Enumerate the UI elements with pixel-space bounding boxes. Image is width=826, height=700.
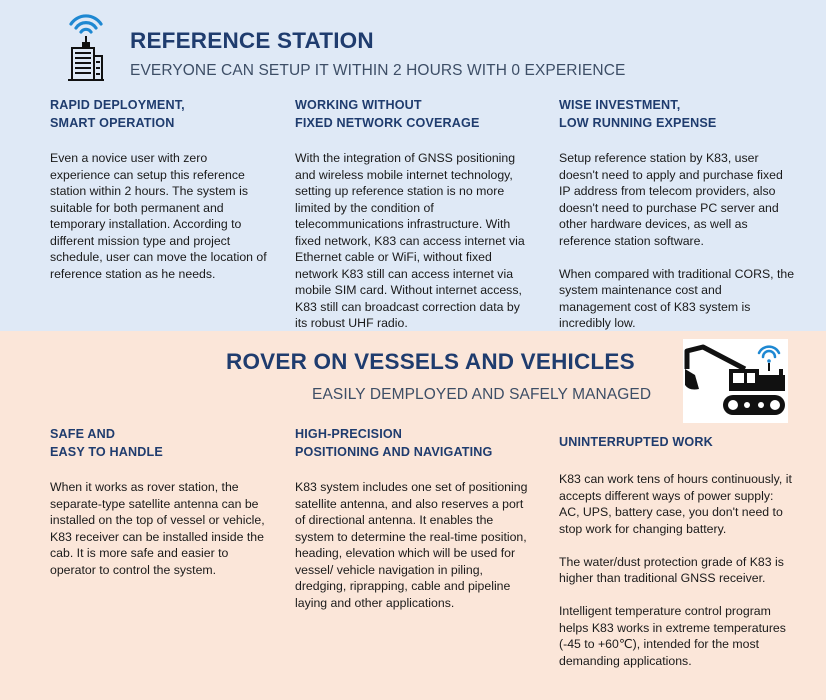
excavator-icon <box>683 339 788 423</box>
feature-body <box>50 150 270 282</box>
feature-paragraph: With the integration of GNSS positioning and wireless mobile internet technology, setting up reference station is no more limited by the condition of telecommunications infrastructure. With fixed network, K83 can access internet via Ethernet cable or WiFi, without fixed network K83 still can access internet via mobile SIM card. Without internet access, K83 still can broadcast correction data by its robust UHF radio. <box>295 151 525 330</box>
feature-heading-line: UNINTERRUPTED WORK <box>559 435 713 449</box>
feature-paragraph: Even a novice user with zero experience can setup this reference station within 2 hours. The system is suitable for both permanent and temporary installation. According to different mission type and project schedule, user can move the location of reference station as he needs. <box>50 151 267 281</box>
rover-title: ROVER ON VESSELS AND VEHICLES <box>226 349 635 374</box>
feature-heading-line: WISE INVESTMENT, <box>559 98 681 112</box>
feature-paragraph: The water/dust protection grade of K83 is higher than traditional GNSS receiver. <box>559 554 784 585</box>
rover-subtitle: EASILY DEMPLOYED AND SAFELY MANAGED <box>312 386 652 403</box>
feature-safe-and-easy <box>50 425 270 578</box>
feature-paragraph: K83 can work tens of hours continuously, it accepts different ways of power supply: AC, UPS, battery case, you don't need to stop work for changing battery. <box>559 472 792 536</box>
feature-uninterrupted-work <box>559 433 795 669</box>
feature-heading <box>295 425 531 461</box>
feature-heading-line: FIXED NETWORK COVERAGE <box>295 116 480 130</box>
feature-wise-investment <box>559 96 795 332</box>
feature-heading-line: EASY TO HANDLE <box>50 445 163 459</box>
feature-heading-line: POSITIONING AND NAVIGATING <box>295 445 493 459</box>
feature-heading <box>295 96 527 132</box>
feature-heading-line: SAFE AND <box>50 427 116 441</box>
feature-high-precision <box>295 425 531 611</box>
feature-paragraph: When compared with traditional CORS, the system maintenance cost and management cost of K83 system is incredibly low. <box>559 266 795 330</box>
feature-heading-line: WORKING WITHOUT <box>295 98 422 112</box>
feature-body <box>50 479 270 578</box>
antenna-building-icon <box>66 12 106 82</box>
feature-heading <box>559 433 795 451</box>
feature-heading <box>50 96 270 132</box>
feature-body <box>295 150 527 332</box>
feature-working-without-network <box>295 96 527 332</box>
feature-heading-line: LOW RUNNING EXPENSE <box>559 116 717 130</box>
feature-paragraph: Intelligent temperature control program helps K83 works in extreme temperatures (-45 to +60℃), intended for the most demanding applications. <box>559 604 786 668</box>
feature-rapid-deployment <box>50 96 270 282</box>
feature-heading-line: HIGH-PRECISION <box>295 427 403 441</box>
feature-heading <box>50 425 270 461</box>
reference-station-section <box>0 0 826 331</box>
reference-station-title: REFERENCE STATION <box>130 28 374 53</box>
feature-heading <box>559 96 795 132</box>
feature-heading-line: RAPID DEPLOYMENT, <box>50 98 185 112</box>
feature-heading-line: SMART OPERATION <box>50 116 175 130</box>
feature-body <box>559 150 795 332</box>
feature-paragraph: Setup reference station by K83, user doesn't need to apply and purchase fixed IP address from telecom providers, also doesn't need to purchase PC server and other hardware devices, as well as reference station software. <box>559 151 783 248</box>
feature-paragraph: K83 system includes one set of positioning satellite antenna, and also reserves a port of directional antenna. It enables the system to determine the real-time position, heading, elevation which will be used for vessel/ vehicle navigation in piling, dredging, riprapping, cable and pipeline laying and other applications. <box>295 480 528 610</box>
feature-body <box>295 479 531 611</box>
feature-body <box>559 471 795 669</box>
reference-station-subtitle: EVERYONE CAN SETUP IT WITHIN 2 HOURS WITH 0 EXPERIENCE <box>130 62 626 79</box>
feature-paragraph: When it works as rover station, the separate-type satellite antenna can be installed on the top of vessel or vehicle, K83 receiver can be installed inside the cab. It is more safe and easier to operator to control the system. <box>50 480 265 577</box>
